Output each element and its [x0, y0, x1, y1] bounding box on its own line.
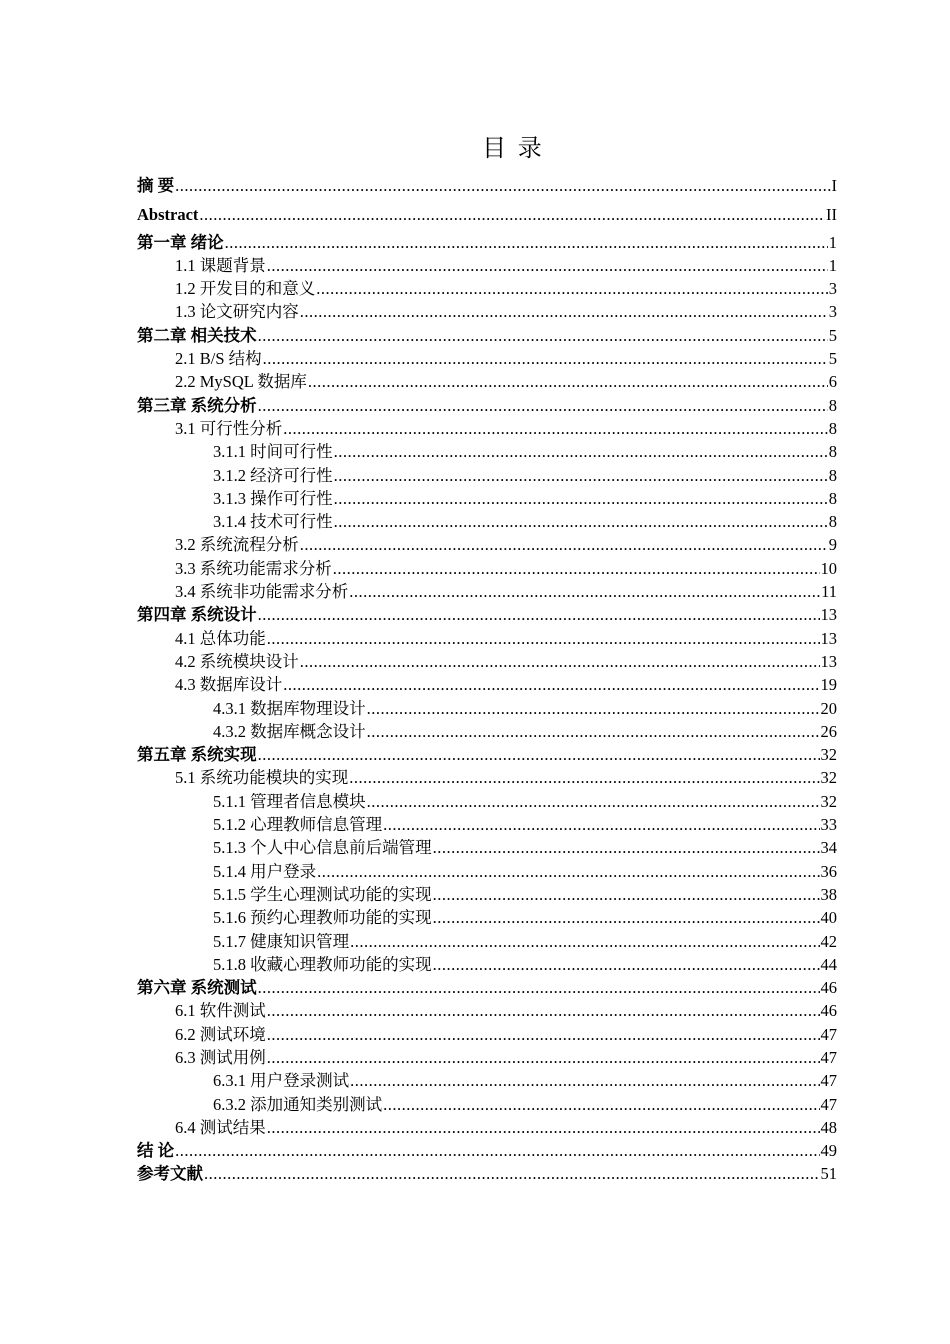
- toc-entry[interactable]: [137, 858, 837, 881]
- toc-entry[interactable]: [137, 1021, 837, 1044]
- toc-entry[interactable]: [137, 718, 837, 741]
- toc-entry-page: 6: [828, 372, 837, 392]
- leader-dots: [317, 862, 819, 882]
- toc-entry-label: 6.2 测试环境: [175, 1024, 266, 1044]
- toc-entry-label: 第一章 绪论: [137, 232, 224, 252]
- toc-entry-label: 5.1.3 个人中心信息前后端管理: [213, 838, 432, 858]
- leader-dots: [367, 699, 820, 719]
- toc-entry-page: 42: [820, 931, 837, 951]
- toc-entry-label: 4.2 系统模块设计: [175, 651, 299, 671]
- toc-entry-page: I: [831, 176, 837, 195]
- leader-dots: [267, 1118, 820, 1138]
- toc-entry-label: 3.1.4 技术可行性: [213, 512, 333, 532]
- toc-entry-label: 第五章 系统实现: [137, 745, 257, 765]
- toc-entry[interactable]: [137, 904, 837, 927]
- leader-dots: [433, 885, 820, 905]
- toc-entry-page: 13: [820, 605, 837, 625]
- toc-entry-label: 6.3.2 添加通知类别测试: [213, 1094, 383, 1114]
- toc-entry-page: 33: [820, 815, 837, 835]
- toc-entry[interactable]: [137, 415, 837, 438]
- toc-entry-page: 8: [828, 512, 837, 532]
- toc-entry-label: 5.1.8 收藏心理教师功能的实现: [213, 954, 432, 974]
- toc-entry-label: 6.4 测试结果: [175, 1117, 266, 1137]
- toc-entry-page: 13: [820, 651, 837, 671]
- toc-entry-label: 4.3.1 数据库物理设计: [213, 698, 366, 718]
- toc-entry[interactable]: [137, 1137, 837, 1160]
- toc-entry[interactable]: [137, 322, 837, 345]
- toc-entry-page: 46: [820, 1001, 837, 1021]
- leader-dots: [258, 745, 820, 765]
- toc-entry-page: 47: [820, 1094, 837, 1114]
- toc-entry-page: 49: [820, 1141, 837, 1161]
- leader-dots: [433, 955, 820, 975]
- toc-entry-label: 2.1 B/S 结构: [175, 349, 262, 369]
- toc-entry[interactable]: [137, 1114, 837, 1137]
- toc-entry-page: 5: [828, 325, 837, 345]
- toc-entry-label: 结 论: [137, 1141, 175, 1161]
- toc-entry-page: 38: [820, 884, 837, 904]
- leader-dots: [258, 978, 820, 998]
- toc-entry-label: 3.2 系统流程分析: [175, 535, 299, 555]
- toc-title: 目 录: [482, 134, 544, 162]
- toc-entry[interactable]: [137, 205, 837, 228]
- toc-entry[interactable]: [137, 834, 837, 857]
- leader-dots: [350, 1071, 819, 1091]
- leader-dots: [283, 675, 819, 695]
- leader-dots: [350, 932, 819, 952]
- toc-entry-label: 1.2 开发目的和意义: [175, 279, 316, 299]
- toc-entry-page: 8: [828, 442, 837, 462]
- toc-entry[interactable]: [137, 671, 837, 694]
- toc-entry[interactable]: [137, 1067, 837, 1090]
- toc-entry-label: 5.1.4 用户登录: [213, 861, 317, 881]
- toc-entry[interactable]: [137, 811, 837, 834]
- toc-entry-page: 9: [828, 535, 837, 555]
- toc-entry-label: 第六章 系统测试: [137, 978, 257, 998]
- toc-entry-page: 47: [820, 1071, 837, 1091]
- toc-entry[interactable]: [137, 788, 837, 811]
- toc-entry-page: 13: [820, 628, 837, 648]
- toc-entry[interactable]: [137, 172, 837, 195]
- toc-entry[interactable]: [137, 229, 837, 252]
- leader-dots: [300, 302, 828, 322]
- leader-dots: [334, 442, 828, 462]
- leader-dots: [334, 489, 828, 509]
- toc-entry[interactable]: [137, 578, 837, 601]
- toc-entry[interactable]: [137, 531, 837, 554]
- leader-dots: [333, 559, 820, 579]
- leader-dots: [267, 1025, 820, 1045]
- toc-entry-page: 32: [820, 768, 837, 788]
- leader-dots: [433, 838, 820, 858]
- toc-entry[interactable]: [137, 462, 837, 485]
- toc-entry-label: 1.3 论文研究内容: [175, 302, 299, 322]
- leader-dots: [308, 372, 828, 392]
- toc-entry-label: 3.3 系统功能需求分析: [175, 558, 332, 578]
- leader-dots: [263, 349, 828, 369]
- toc-entry-label: 3.4 系统非功能需求分析: [175, 582, 349, 602]
- toc-entry-page: 3: [828, 302, 837, 322]
- toc-entry-page: 48: [820, 1117, 837, 1137]
- toc-entry-label: 6.1 软件测试: [175, 1001, 266, 1021]
- leader-dots: [175, 1141, 819, 1161]
- toc-entry[interactable]: [137, 485, 837, 508]
- leader-dots: [199, 205, 825, 225]
- toc-entry-label: 5.1.6 预约心理教师功能的实现: [213, 908, 432, 928]
- leader-dots: [367, 722, 820, 742]
- toc-entry[interactable]: [137, 601, 837, 624]
- toc-entry-label: 6.3 测试用例: [175, 1047, 266, 1067]
- toc-entry-page: II: [826, 205, 837, 225]
- toc-entry[interactable]: [137, 298, 837, 321]
- toc-entry[interactable]: [137, 275, 837, 298]
- leader-dots: [316, 279, 828, 299]
- leader-dots: [267, 1001, 820, 1021]
- toc-entry[interactable]: [137, 368, 837, 391]
- toc-entry-label: 摘 要: [137, 176, 175, 195]
- toc-entry[interactable]: [137, 881, 837, 904]
- toc-entry-label: 5.1.2 心理教师信息管理: [213, 815, 383, 835]
- toc-entry-label: 3.1.3 操作可行性: [213, 488, 333, 508]
- leader-dots: [349, 768, 819, 788]
- toc-entry-page: 44: [820, 954, 837, 974]
- toc-entry-label: 4.3.2 数据库概念设计: [213, 721, 366, 741]
- toc-entry-page: 19: [820, 675, 837, 695]
- toc-entry-page: 8: [828, 488, 837, 508]
- toc-entry-page: 5: [828, 349, 837, 369]
- toc-entry[interactable]: [137, 252, 837, 275]
- toc-entry-page: 1: [828, 255, 837, 275]
- toc-entry-page: 36: [820, 861, 837, 881]
- toc-entry[interactable]: [137, 1091, 837, 1114]
- leader-dots: [283, 419, 828, 439]
- toc-entry-label: 5.1.5 学生心理测试功能的实现: [213, 884, 432, 904]
- toc-entry-page: 51: [820, 1164, 837, 1184]
- toc-entry[interactable]: [137, 741, 837, 764]
- leader-dots: [383, 1095, 819, 1115]
- leader-dots: [258, 396, 828, 416]
- toc-entry-page: 34: [820, 838, 837, 858]
- leader-dots: [300, 535, 828, 555]
- toc-entry-label: 3.1 可行性分析: [175, 418, 283, 438]
- leader-dots: [334, 466, 828, 486]
- toc-entry-label: 4.1 总体功能: [175, 628, 266, 648]
- leader-dots: [267, 256, 828, 276]
- leader-dots: [367, 792, 820, 812]
- toc-entry-label: 5.1 系统功能模块的实现: [175, 768, 349, 788]
- toc-entry-page: 3: [828, 279, 837, 299]
- toc-entry-label: 第三章 系统分析: [137, 395, 257, 415]
- toc-entry-page: 32: [820, 745, 837, 765]
- toc-entry-label: 5.1.7 健康知识管理: [213, 931, 350, 951]
- toc-entry-page: 46: [820, 978, 837, 998]
- leader-dots: [383, 815, 819, 835]
- toc-entry-page: 8: [828, 395, 837, 415]
- leader-dots: [300, 652, 820, 672]
- toc-entry-page: 1: [828, 232, 837, 252]
- toc-entry[interactable]: [137, 764, 837, 787]
- toc-entry[interactable]: [137, 392, 837, 415]
- toc-entry-page: 8: [828, 418, 837, 438]
- toc-entry[interactable]: [137, 1160, 837, 1183]
- toc-entry-page: 10: [820, 558, 837, 578]
- toc-entry-label: 3.1.2 经济可行性: [213, 465, 333, 485]
- leader-dots: [267, 629, 820, 649]
- leader-dots: [175, 176, 830, 196]
- toc-entry-page: 32: [820, 791, 837, 811]
- toc-entry-label: Abstract: [137, 205, 199, 225]
- toc-entry-page: 26: [820, 721, 837, 741]
- toc-entry-page: 8: [828, 465, 837, 485]
- toc-entry[interactable]: [137, 345, 837, 368]
- toc-entry[interactable]: [137, 974, 837, 997]
- toc-entry[interactable]: [137, 695, 837, 718]
- toc-entry[interactable]: [137, 625, 837, 648]
- toc-entry[interactable]: [137, 997, 837, 1020]
- leader-dots: [334, 512, 828, 532]
- toc-entry-label: 第四章 系统设计: [137, 605, 257, 625]
- toc-entry-label: 4.3 数据库设计: [175, 675, 283, 695]
- toc-entry[interactable]: [137, 1044, 837, 1067]
- toc-entry-page: 20: [820, 698, 837, 718]
- toc-entry-label: 5.1.1 管理者信息模块: [213, 791, 366, 811]
- leader-dots: [433, 908, 820, 928]
- toc-entry-page: 40: [820, 908, 837, 928]
- leader-dots: [225, 233, 828, 253]
- toc-entry-page: 47: [820, 1047, 837, 1067]
- toc-entry[interactable]: [137, 928, 837, 951]
- toc-entry[interactable]: [137, 648, 837, 671]
- toc-entry-label: 6.3.1 用户登录测试: [213, 1071, 350, 1091]
- toc-entry[interactable]: [137, 508, 837, 531]
- leader-dots: [204, 1164, 820, 1184]
- leader-dots: [349, 582, 820, 602]
- toc-entry-label: 2.2 MySQL 数据库: [175, 372, 307, 392]
- leader-dots: [258, 605, 820, 625]
- toc-entry-label: 参考文献: [137, 1164, 203, 1184]
- toc-entry-label: 第二章 相关技术: [137, 325, 257, 345]
- toc-entry-page: 47: [820, 1024, 837, 1044]
- table-of-contents: [137, 172, 837, 1184]
- toc-entry[interactable]: [137, 951, 837, 974]
- leader-dots: [258, 326, 828, 346]
- toc-entry[interactable]: [137, 555, 837, 578]
- toc-entry[interactable]: [137, 438, 837, 461]
- toc-entry-page: 11: [821, 582, 837, 602]
- toc-entry-label: 1.1 课题背景: [175, 255, 266, 275]
- toc-entry-label: 3.1.1 时间可行性: [213, 442, 333, 462]
- leader-dots: [267, 1048, 820, 1068]
